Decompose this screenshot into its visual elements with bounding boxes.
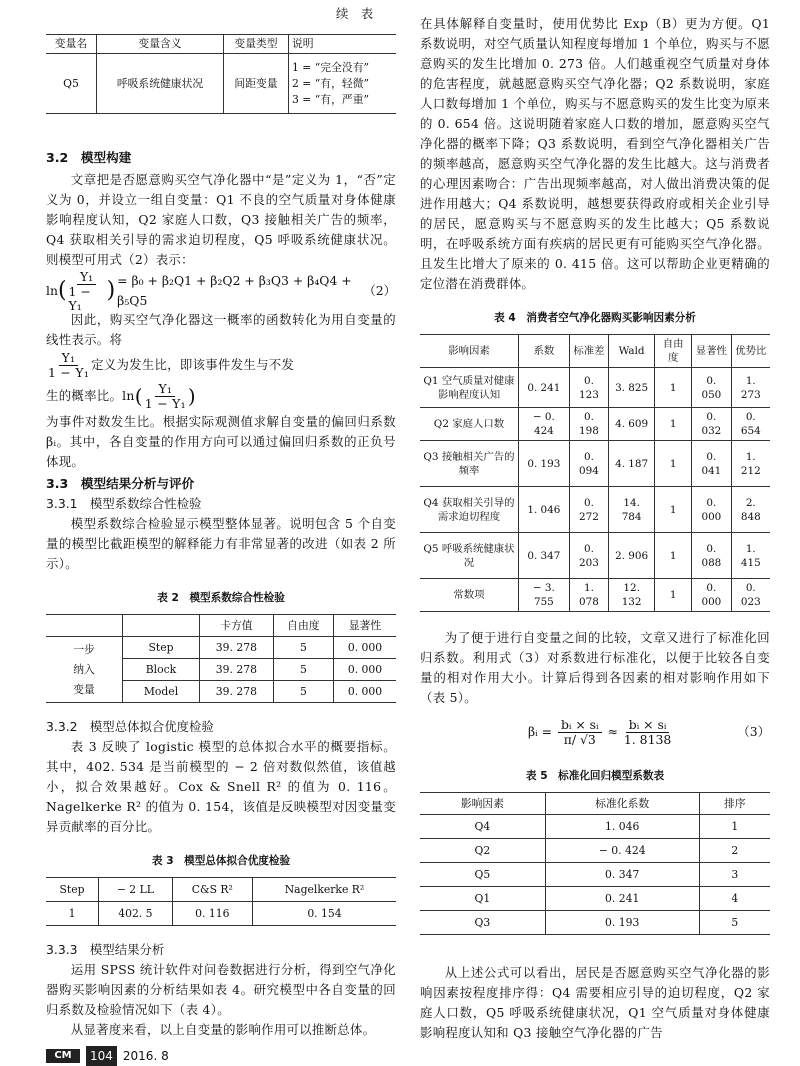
table-cell: 0. 347	[519, 533, 570, 579]
table-cell: Q2	[420, 839, 545, 863]
table-cell: 0. 094	[569, 441, 608, 487]
section-heading: 3.3 模型结果分析与评价	[46, 476, 195, 491]
equation-3	[420, 712, 770, 752]
table-header-row	[46, 615, 396, 637]
inline-fraction	[48, 351, 89, 380]
table-cell: 0. 347	[545, 863, 699, 887]
paragraph: 模型系数综合检验显示模型整体显著。说明包含 5 个自变量的模型比截距模型的解释能力有非常显著的改进（如表 2 所示）。	[46, 516, 396, 571]
table-cell: 常数项	[420, 579, 519, 612]
eq-denominator: π/ √3	[563, 731, 596, 747]
table-row	[420, 408, 770, 441]
table-cell: 0. 193	[519, 441, 570, 487]
table-cell: − 0. 424	[545, 839, 699, 863]
paragraph: 从显著度来看，以上自变量的影响作用可以推断总体。	[70, 1022, 376, 1037]
group-label-line: 一步	[73, 642, 95, 656]
table-cell: 12. 132	[609, 579, 655, 612]
table-header-cell: − 2 LL	[99, 878, 173, 902]
table-header-cell: 显著性	[334, 615, 397, 637]
journal-logo: CM	[46, 1049, 80, 1063]
group-label-cell	[46, 637, 123, 703]
table-cell: 1	[655, 579, 692, 612]
table-cell: 402. 5	[99, 902, 173, 926]
table-row	[420, 368, 770, 408]
table-row	[420, 815, 770, 839]
table-header-cell: 优势比	[731, 335, 770, 368]
table-header-cell: 变量名	[46, 35, 97, 54]
table-row	[46, 54, 396, 114]
table-cell: 5	[699, 911, 770, 935]
table-cell: 14. 784	[609, 487, 655, 533]
page-number: 104	[86, 1046, 117, 1066]
table-cell: Q3	[420, 911, 545, 935]
table-cell: Step	[123, 637, 200, 659]
table-cell: Q1 空气质量对健康影响程度认知	[420, 368, 519, 408]
issue-date: 2016. 8	[122, 1049, 169, 1063]
table-cell: 1. 046	[545, 815, 699, 839]
eq-ln: ln	[46, 283, 58, 298]
note-line: 3 = “有，严重”	[292, 92, 370, 106]
table-cell: 0. 241	[545, 887, 699, 911]
table-header-cell: C&S R²	[172, 878, 252, 902]
table-5	[420, 792, 770, 935]
table-cell: 39. 278	[200, 681, 274, 703]
table-cell: 1	[655, 533, 692, 579]
group-label-line: 变量	[73, 682, 95, 696]
table-cell: 呼吸系统健康状况	[97, 54, 224, 114]
table-header-cell	[46, 615, 123, 637]
table-cell: Block	[123, 659, 200, 681]
text-span: 生的概率比。ln	[46, 388, 135, 403]
table-cell: 1	[46, 902, 99, 926]
table-cell: 1	[699, 815, 770, 839]
table-cell: 0. 116	[172, 902, 252, 926]
table-2	[46, 614, 396, 703]
table-header-cell: 系数	[519, 335, 570, 368]
table-header-cell: 标准差	[569, 335, 608, 368]
table-header-cell: 影响因素	[420, 335, 519, 368]
table-cell: 2. 848	[731, 487, 770, 533]
note-line: 1 = “完全没有”	[292, 60, 370, 74]
paragraph: 表 3 反映了 logistic 模型的总体拟合水平的概要指标。其中，402. 534 是当前模型的 − 2 倍对数似然值，该值越小，拟合效果越好。Cox & Snell R² 的值为 0. 116。Nagelkerke R² 的值为 0. 154，该值是反映模型对因变量变异贡献率的百分比。	[46, 739, 396, 834]
table-header-row	[420, 793, 770, 815]
table-cell: Q5	[420, 863, 545, 887]
table-cell: Model	[123, 681, 200, 703]
table-caption: 表 4 消费者空气净化器购买影响因素分析	[494, 312, 696, 324]
paragraph: 为事件对数发生比。根据实际观测值求解自变量的偏回归系数 βᵢ。其中，各自变量的作用方向可以通过偏回归系数的正负号体现。	[46, 414, 396, 469]
subsection-heading: 3.3.1 模型系数综合性检验	[46, 496, 202, 511]
table-header-cell: 变量类型	[224, 35, 289, 54]
paragraph: 运用 SPSS 统计软件对问卷数据进行分析，得到空气净化器购买影响因素的分析结果如表 4。研究模型中各自变量的回归系数及检验情况如下（表 4）。	[46, 962, 396, 1017]
table-cell: 0. 203	[569, 533, 608, 579]
section-heading: 3.2 模型构建	[46, 150, 132, 165]
continued-label: 续 表	[336, 6, 374, 21]
table-cell: 1. 212	[731, 441, 770, 487]
table-row	[420, 533, 770, 579]
paragraph: 文章把是否愿意购买空气净化器中“是”定义为 1，“否”定义为 0，并设立一组自变量：Q1 不良的空气质量对身体健康影响程度认知，Q2 家庭人口数，Q3 接触相关广告的频率，Q4 获取相关引导的需求迫切程度，Q5 呼吸系统健康状况。则模型可用式（2）表示：	[46, 172, 396, 267]
table-row	[420, 579, 770, 612]
table-cell: 0. 654	[731, 408, 770, 441]
table-row	[46, 637, 396, 659]
table-header-cell: Step	[46, 878, 99, 902]
table-cell: Q2 家庭人口数	[420, 408, 519, 441]
table-cell: 1. 046	[519, 487, 570, 533]
table-row	[46, 902, 396, 926]
frac-den: 1 − Y₁	[48, 364, 90, 380]
table-header-cell: 排序	[699, 793, 770, 815]
table-cell: 0. 000	[334, 681, 397, 703]
table-cell: 0. 241	[519, 368, 570, 408]
table-cell: 1. 078	[569, 579, 608, 612]
eq-numerator: Y₁	[77, 270, 96, 285]
eq-fraction	[69, 270, 105, 313]
table-cell: 0. 023	[731, 579, 770, 612]
group-label-line: 纳入	[73, 662, 95, 676]
text-span: 因此，购买空气净化器这一概率的函数转化为用自变量的线性表示。将	[46, 312, 396, 347]
table-header-row	[46, 35, 396, 54]
frac-num: Y₁	[59, 351, 79, 366]
eq-approx: ≈	[607, 724, 618, 739]
table-cell: 0. 193	[545, 911, 699, 935]
table-header-cell: 显著性	[692, 335, 731, 368]
table-row	[420, 887, 770, 911]
table-cell: 0. 050	[692, 368, 731, 408]
table-cell: 5	[273, 681, 333, 703]
eq-denominator: 1. 8138	[623, 731, 672, 747]
table-cell: 0. 154	[252, 902, 396, 926]
table-caption: 表 3 模型总体拟合优度检验	[151, 855, 291, 867]
table-cell: 0. 000	[334, 637, 397, 659]
text-span: 定义为发生比，即该事件发生与不发	[91, 357, 295, 372]
table-cell: 2	[699, 839, 770, 863]
table-cell: 1. 415	[731, 533, 770, 579]
paragraph-inline-frac	[46, 350, 396, 380]
table-cell: 0. 000	[692, 487, 731, 533]
table-row	[420, 863, 770, 887]
table-header-cell: 自由度	[655, 335, 692, 368]
equation-2: ln ( $\frac{\text{Y₁}}{\text{1 − Y₁}}$ ) = β₀ + β₂Q1 + β₂Q2 + β₃Q3 + β₄Q4 + β₅Q5 （2）	[46, 268, 396, 313]
table-header-cell	[123, 615, 200, 637]
table-cell: Q3 接触相关广告的频率	[420, 441, 519, 487]
table-cell: 1	[655, 368, 692, 408]
eq-fraction	[624, 718, 671, 747]
table-header-cell: 卡方值	[200, 615, 274, 637]
table-header-cell: 标准化系数	[545, 793, 699, 815]
table-cell: 3. 825	[609, 368, 655, 408]
paragraph-inline-frac-2: 生的概率比。ln ( $\frac{\text{Y₁}}{\text{1 − Y₁}}$ )	[46, 380, 196, 411]
table-cell: 39. 278	[200, 637, 274, 659]
page-footer	[46, 1046, 169, 1066]
table-header-cell: 自由度	[273, 615, 333, 637]
table-cell: 间距变量	[224, 54, 289, 114]
subsection-heading: 3.3.3 模型结果分析	[46, 942, 165, 957]
table-cell: 2. 906	[609, 533, 655, 579]
frac-den: 1 − Y₁	[144, 395, 186, 411]
table-cell: 1	[655, 408, 692, 441]
paragraph	[46, 310, 396, 350]
eq-label: （3）	[737, 724, 770, 739]
table-header-cell: 说明	[289, 35, 397, 54]
table-cell: 4	[699, 887, 770, 911]
table-header-cell: Wald	[609, 335, 655, 368]
eq-rhs: = β₀ + β₂Q1 + β₂Q2 + β₃Q3 + β₄Q4 + β₅Q5	[117, 273, 352, 308]
table-cell: 3	[699, 863, 770, 887]
table-caption: 表 2 模型系数综合性检验	[157, 592, 285, 604]
paragraph: 从上述公式可以看出，居民是否愿意购买空气净化器的影响因素按程度排序得：Q4 需要相应引导的迫切程度，Q2 家庭人口数，Q5 呼吸系统健康状况，Q1 空气质量对身体健康影响程度认知和 Q3 接触空气净化器的广告	[420, 965, 770, 1040]
eq-lhs: βᵢ =	[528, 724, 552, 739]
table-cell: 1	[655, 441, 692, 487]
paragraph: 为了便于进行自变量之间的比较，文章又进行了标准化回归系数。利用式（3）对系数进行标准化，以便于比较各自变量的相对作用大小。计算后得到各因素的相对影响作用如下（表 5）。	[420, 630, 770, 705]
table-cell: 1	[655, 487, 692, 533]
table-row	[420, 487, 770, 533]
table-cell: 0. 272	[569, 487, 608, 533]
table-cell: 0. 198	[569, 408, 608, 441]
table-cell: 0. 041	[692, 441, 731, 487]
table-cell: 0. 123	[569, 368, 608, 408]
table-3	[46, 877, 396, 926]
paragraph: 在具体解释自变量时，使用优势比 Exp（B）更为方便。Q1 系数说明，对空气质量认知程度每增加 1 个单位，购买与不愿意购买的发生比增加 0. 273 倍。人们越重视空气质量对身体的危害程度，就越愿意购买空气净化器；Q2 系数说明，家庭人口数每增加 1 个单位，购买与不愿意购买的发生比变为原来的 0. 654 倍。这说明随着家庭人口数的增加，愿意购买空气净化器的概率下降；Q3 系数说明，看到空气净化器相关广告的频率越高，愿意购买空气净化器的发生比越大。这与消费者的心理因素吻合：广告出现频率越高，对人做出消费决策的促进作用越大；Q4 系数说明，越想要获得政府或相关企业引导的居民，愿意购买与不愿意购买的发生比越大；Q5 系数说明，在呼吸系统方面有疾病的居民更有可能购买空气净化器。且发生比增大了原来的 0. 415 倍。这可以帮助企业更精确的定位潜在消费群体。	[420, 16, 770, 291]
table-header-cell: 影响因素	[420, 793, 545, 815]
table-q5-continued	[46, 34, 396, 114]
table-cell: 0. 000	[692, 579, 731, 612]
table-header-cell: Nagelkerke R²	[252, 878, 396, 902]
subsection-heading: 3.3.2 模型总体拟合优度检验	[46, 719, 214, 734]
table-cell: Q5 呼吸系统健康状况	[420, 533, 519, 579]
table-header-row	[46, 878, 396, 902]
table-cell: Q4	[420, 815, 545, 839]
table-cell: − 0. 424	[519, 408, 570, 441]
table-cell: 0. 032	[692, 408, 731, 441]
table-row	[420, 839, 770, 863]
table-cell: Q5	[46, 54, 97, 114]
table-cell: 5	[273, 659, 333, 681]
table-4	[420, 334, 770, 612]
table-header-cell: 变量含义	[97, 35, 224, 54]
table-row	[420, 911, 770, 935]
table-cell: 39. 278	[200, 659, 274, 681]
table-cell: 0. 088	[692, 533, 731, 579]
table-header-row	[420, 335, 770, 368]
table-cell: Q1	[420, 887, 545, 911]
table-cell	[289, 54, 397, 114]
table-cell: 4. 187	[609, 441, 655, 487]
eq-numerator: bᵢ × sᵢ	[626, 718, 670, 733]
table-row	[420, 441, 770, 487]
table-cell: Q4 获取相关引导的需求迫切程度	[420, 487, 519, 533]
inline-fraction	[145, 382, 186, 411]
eq-numerator: bᵢ × sᵢ	[558, 718, 602, 733]
table-cell: 4. 609	[609, 408, 655, 441]
table-cell: − 3. 755	[519, 579, 570, 612]
eq-denominator: 1 − Y₁	[68, 283, 91, 313]
frac-num: Y₁	[155, 382, 175, 397]
note-line: 2 = “有，轻微”	[292, 76, 370, 90]
eq-fraction	[558, 718, 602, 747]
table-caption: 表 5 标准化回归模型系数表	[525, 770, 665, 782]
eq-label: （2）	[363, 283, 396, 298]
table-cell: 1. 273	[731, 368, 770, 408]
table-cell: 0. 000	[334, 659, 397, 681]
table-cell: 5	[273, 637, 333, 659]
